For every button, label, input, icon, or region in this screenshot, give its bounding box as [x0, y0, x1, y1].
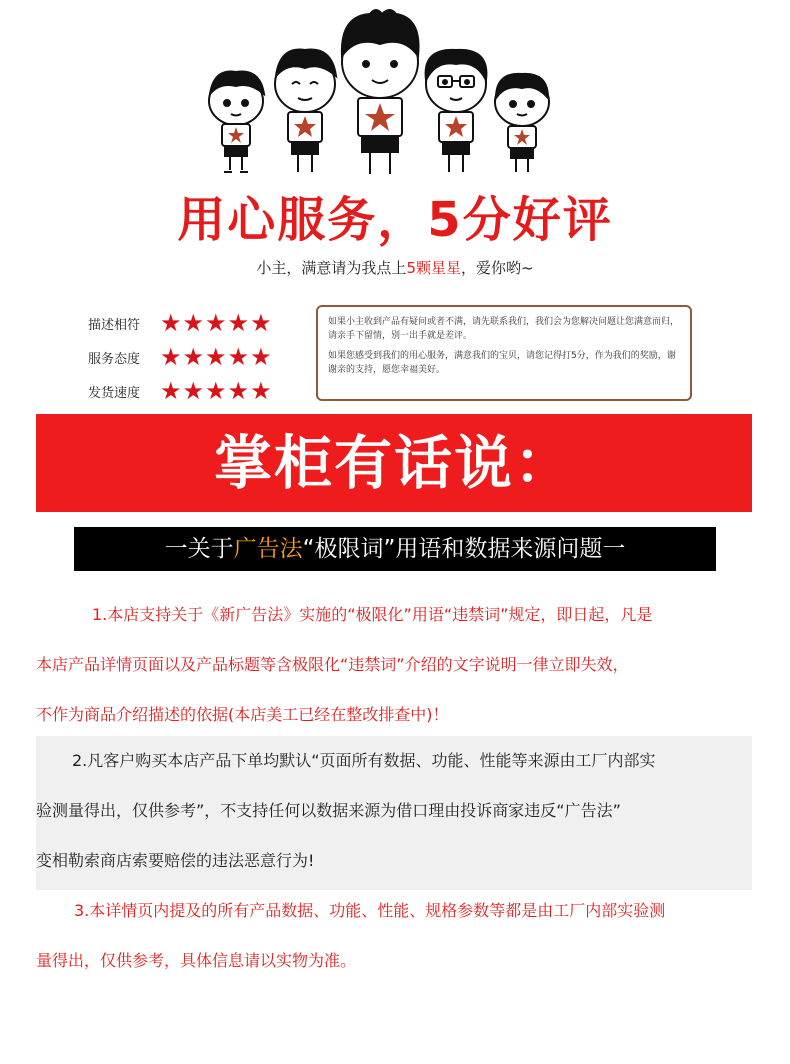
strip-after: 用语和数据来源问题一 [395, 536, 626, 562]
strip-middle: “极限词” [302, 536, 396, 562]
rating-row [88, 374, 298, 408]
notice-line: 不作为商品介绍描述的依据(本店美工已经在整改排查中)！ [36, 705, 449, 724]
subline-prefix: 小主，满意请为我点上 [256, 259, 407, 277]
star-rating-icons: ★★★★★ [160, 377, 273, 405]
star-rating-icons: ★★★★★ [160, 343, 273, 371]
rating-label: 描述相符 [88, 317, 141, 333]
note-box [316, 305, 692, 401]
star-rating-icons: ★★★★★ [160, 309, 273, 337]
child-figure [275, 50, 336, 172]
rating-list [88, 306, 298, 408]
notice-line: 1.本店支持关于《新广告法》实施的“极限化”用语“违禁词”规定，即日起，凡是 [92, 605, 653, 624]
strip-highlight: 广告法 [233, 536, 303, 562]
child-figure [209, 71, 264, 172]
child-figure [426, 50, 487, 172]
strip-before: 一关于 [164, 536, 234, 562]
note-paragraph: 如果您感受到我们的用心服务，满意我们的宝贝，请您记得打5分，作为我们的奖励，谢谢亲的支持，愿您幸福美好。 [328, 351, 676, 375]
headline-title: 用心服务，5分好评 [177, 192, 613, 248]
shopkeeper-banner [36, 414, 752, 512]
notice-paragraph-2 [36, 736, 752, 886]
topic-strip-text [74, 527, 716, 571]
subline-text [0, 256, 790, 280]
notice-line: 本店产品详情页面以及产品标题等含极限化“违禁词”介绍的文字说明一律立即失效， [36, 655, 629, 674]
notice-line: 量得出，仅供参考，具体信息请以实物为准。 [36, 951, 357, 970]
rating-label: 服务态度 [88, 351, 141, 367]
subline-suffix: ，爱你哟~ [460, 259, 534, 277]
notice-paragraph-3 [36, 886, 752, 986]
notice-line: 变相勒索商店索要赔偿的违法恶意行为! [36, 851, 315, 870]
subline-highlight: 5颗星星 [406, 259, 461, 277]
banner-title: 掌柜有话说： [213, 429, 574, 497]
rating-row [88, 340, 298, 374]
rating-row [88, 306, 298, 340]
notice-line: 2.凡客户购买本店产品下单均默认“页面所有数据、功能、性能等来源由工厂内部实 [72, 751, 656, 770]
notice-line: 验测量得出，仅供参考”，不支持任何以数据来源为借口理由投诉商家违反“广告法” [36, 801, 621, 820]
child-figure [495, 74, 549, 172]
notice-paragraph-1 [36, 590, 752, 740]
rating-label: 发货速度 [88, 385, 141, 401]
topic-strip [74, 527, 716, 571]
child-figure [342, 10, 419, 174]
cartoon-children-illustration [200, 6, 560, 184]
note-paragraph: 如果小主收到产品有疑问或者不满，请先联系我们，我们会为您解决问题让您满意而归，请亲手下留情，别一出手就是差评。 [328, 317, 680, 341]
notice-line: 3.本详情页内提及的所有产品数据、功能、性能、规格参数等都是由工厂内部实验测 [74, 901, 666, 920]
